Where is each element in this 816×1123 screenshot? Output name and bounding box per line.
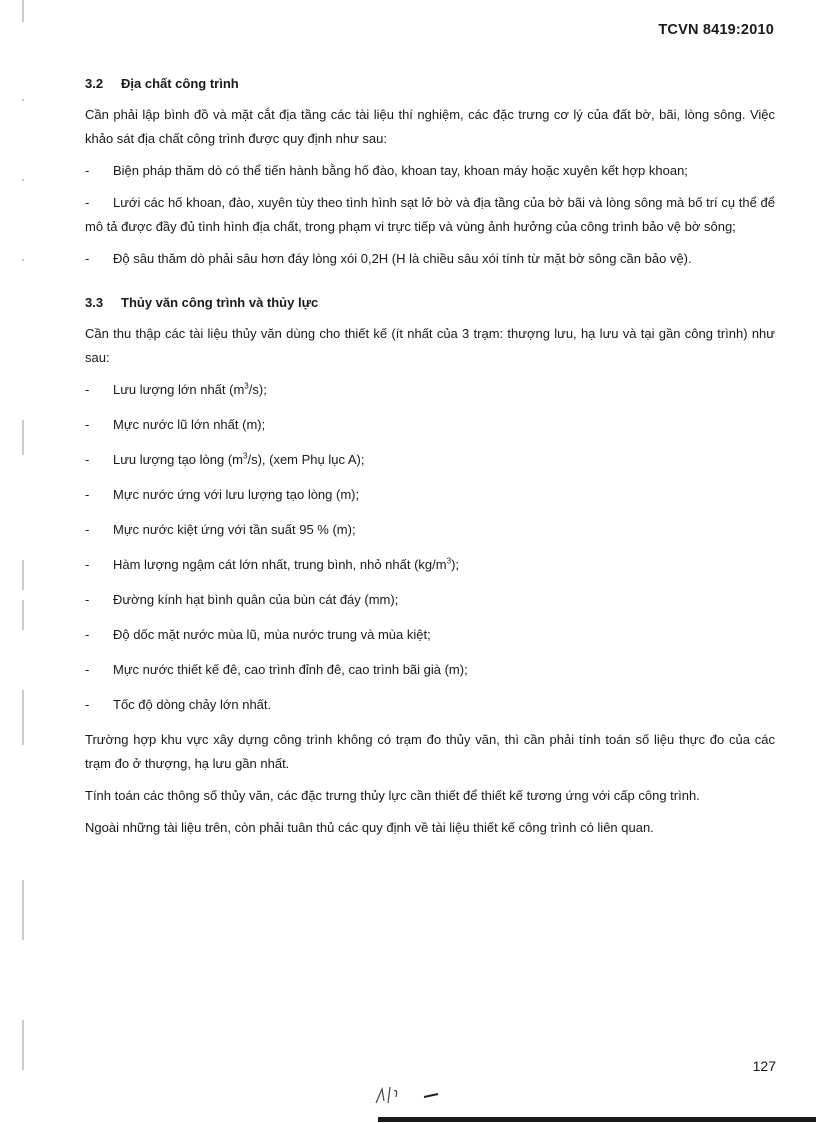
page-content: [85, 72, 775, 848]
list-item: - Lưu lượng lớn nhất $(m^3/s)$;: [85, 378, 775, 402]
section-heading-3-3: [85, 291, 775, 315]
bullet-dash: -: [85, 662, 90, 677]
list-item-text: Lưới các hố khoan, đào, xuyên tùy theo tình hình sạt lở bờ và địa tầng của bờ bãi và lòng sông mà bố trí cụ thể để mô tả được đầy đủ tình hình địa chất, trong phạm vi trực tiếp và vùng ảnh hưởng của công trình bảo vệ bờ sông;: [85, 195, 775, 234]
scan-margin-marks: [18, 0, 28, 1123]
section-intro: Cần thu thập các tài liệu thủy văn dùng cho thiết kế (ít nhất của 3 trạm: thượng lưu, hạ lưu và tại gần công trình) như sau:: [85, 326, 775, 365]
closing-paragraph: Trường hợp khu vực xây dựng công trình không có trạm đo thủy văn, thì cần phải tính toán số liệu thực đo của các trạm đo ở thượng, hạ lưu gần nhất.: [85, 732, 775, 771]
section-title: Thủy văn công trình và thủy lực: [121, 295, 319, 310]
bullet-dash: -: [85, 697, 90, 712]
bullet-dash: -: [85, 382, 90, 397]
list-item: - Độ dốc mặt nước mùa lũ, mùa nước trung và mùa kiệt;: [85, 623, 775, 647]
section-number: 3.3: [85, 295, 104, 310]
list-item: - Hàm lượng ngậm cát lớn nhất, trung bình, nhỏ nhất $(kg/m^3)$;: [85, 553, 775, 577]
list-item-text: Biện pháp thăm dò có thể tiến hành bằng hố đào, khoan tay, khoan máy hoặc xuyên kết hợp khoan;: [113, 163, 688, 178]
bullet-dash: -: [85, 417, 90, 432]
bullet-dash: -: [85, 195, 90, 210]
list-item: - Mực nước thiết kế đê, cao trình đỉnh đê, cao trình bãi già (m);: [85, 658, 775, 682]
bottom-rule: [378, 1117, 816, 1122]
bullet-dash: -: [85, 251, 90, 266]
list-item: - Mực nước ứng với lưu lượng tạo lòng (m);: [85, 483, 775, 507]
standard-code: TCVN 8419:2010: [658, 22, 774, 38]
bullet-dash: -: [85, 592, 90, 607]
list-item: - Đường kính hạt bình quân của bùn cát đáy (mm);: [85, 588, 775, 612]
list-item: - Mực nước lũ lớn nhất (m);: [85, 413, 775, 437]
list-item: - Tốc độ dòng chảy lớn nhất.: [85, 693, 775, 717]
bullet-dash: -: [85, 627, 90, 642]
list-item: [85, 191, 775, 239]
list-item: [85, 247, 775, 271]
list-item: - Mực nước kiệt ứng với tần suất 95 % (m);: [85, 518, 775, 542]
section-number: 3.2: [85, 76, 104, 91]
bullet-dash: -: [85, 487, 90, 502]
section-intro: Cần phải lập bình đồ và mặt cắt địa tầng các tài liệu thí nghiệm, các đặc trưng cơ lý của đất bờ, bãi, lòng sông. Việc khảo sát địa chất công trình được quy định như sau:: [85, 107, 775, 146]
list-item: - Lưu lượng tạo lòng $(m^3/s)$, (xem Phụ lục A);: [85, 448, 775, 472]
section-title: Địa chất công trình: [121, 76, 239, 91]
closing-paragraph: Ngoài những tài liệu trên, còn phải tuân thủ các quy định về tài liệu thiết kế công trình có liên quan.: [85, 820, 654, 835]
list-item: [85, 159, 775, 183]
closing-paragraph: Tính toán các thông số thủy văn, các đặc trưng thủy lực cần thiết để thiết kế tương ứng với cấp công trình.: [85, 788, 700, 803]
handwritten-mark: [372, 1081, 452, 1107]
page-number: 127: [752, 1058, 776, 1074]
bullet-dash: -: [85, 452, 90, 467]
bullet-dash: -: [85, 557, 90, 572]
bullet-dash: -: [85, 522, 90, 537]
list-item-text: Độ sâu thăm dò phải sâu hơn đáy lòng xói 0,2H (H là chiều sâu xói tính từ mặt bờ sông cần bảo vệ).: [113, 251, 692, 266]
section-heading-3-2: [85, 72, 775, 96]
bullet-dash: -: [85, 163, 90, 178]
